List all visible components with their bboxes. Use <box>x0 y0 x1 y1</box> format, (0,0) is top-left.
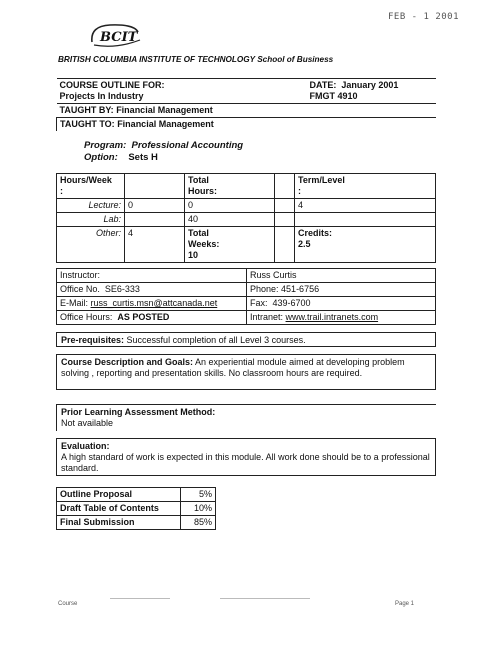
email-link[interactable]: russ_curtis.msn@attcanada.net <box>90 298 218 308</box>
office-hours-value: AS POSTED <box>117 312 170 322</box>
total-weeks-label-2: Weeks: <box>188 239 220 249</box>
hours-week-label: Hours/Week <box>60 175 112 185</box>
table-row <box>57 488 216 502</box>
pla-label: Prior Learning Assessment Method: <box>61 407 216 417</box>
term-value: 4 <box>295 199 436 213</box>
hours-week-colon: : <box>60 186 63 196</box>
eval-item: Draft Table of Contents <box>57 502 181 516</box>
footer-divider <box>110 598 170 599</box>
taught-to-label: TAUGHT TO: <box>60 119 115 129</box>
option-label: Option: <box>84 152 118 163</box>
logo-text: BCIT <box>100 30 138 45</box>
other-label: Other: <box>57 227 125 263</box>
description-value: An experiential module aimed at developing problem solving , reporting and presentation skills. No classroom hours are required. <box>61 357 405 378</box>
office-hours-label: Office Hours: <box>60 312 113 322</box>
eval-item: Final Submission <box>57 516 181 530</box>
prereq-label: Pre-requisites: <box>61 335 125 345</box>
instructor-table <box>56 268 436 325</box>
fax-value: 439-6700 <box>272 298 311 308</box>
instructor-label: Instructor: <box>57 269 247 283</box>
prior-learning-box <box>56 404 436 431</box>
email-label: E-Mail: <box>60 298 89 308</box>
eval-pct: 85% <box>181 516 216 530</box>
prerequisites-box <box>56 332 436 347</box>
credits-value: 2.5 <box>298 239 311 249</box>
phone-value: 451-6756 <box>281 284 320 294</box>
lecture-total: 0 <box>185 199 275 213</box>
evaluation-value: A high standard of work is expected in this module. All work done should be to a professional standard. <box>61 452 430 473</box>
prereq-value: Successful completion of all Level 3 courses. <box>126 335 306 345</box>
course-header-table <box>56 78 436 131</box>
description-label: Course Description and Goals: <box>61 357 194 367</box>
program-block <box>84 140 243 164</box>
footer-page-number: Page 1 <box>395 601 415 607</box>
footer-divider <box>220 598 310 599</box>
table-row <box>57 516 216 530</box>
office-label: Office No. <box>60 284 100 294</box>
lab-label: Lab: <box>57 213 125 227</box>
evaluation-table <box>56 487 216 530</box>
hours-table <box>56 173 436 263</box>
program-label: Program: <box>84 140 127 151</box>
date-label: DATE: <box>309 80 337 90</box>
fax-label: Fax: <box>250 298 268 308</box>
lecture-value: 0 <box>125 199 185 213</box>
footer-left: Course <box>58 601 78 607</box>
institute-name: BRITISH COLUMBIA INSTITUTE OF TECHNOLOGY School of Business <box>58 55 334 64</box>
course-outline-label: COURSE OUTLINE FOR: <box>59 80 165 90</box>
date-received-stamp: FEB - 1 2001 <box>388 12 460 22</box>
eval-pct: 10% <box>181 502 216 516</box>
bcit-logo <box>86 20 144 50</box>
credits-label: Credits: <box>298 228 333 238</box>
lecture-label: Lecture: <box>57 199 125 213</box>
other-value: 4 <box>125 227 185 263</box>
evaluation-label: Evaluation: <box>61 441 110 451</box>
table-row <box>57 502 216 516</box>
office-value: SE6-333 <box>104 284 140 294</box>
term-level-label: Term/Level <box>298 175 345 185</box>
total-weeks-label: Total <box>188 228 209 238</box>
taught-by-label: TAUGHT BY: <box>59 105 114 115</box>
total-hours-label-2: Hours: <box>188 186 217 196</box>
lab-total: 40 <box>185 213 275 227</box>
course-code: FMGT 4910 <box>309 91 358 101</box>
instructor-name: Russ Curtis <box>247 269 436 283</box>
program-value: Professional Accounting <box>131 140 244 151</box>
pla-value: Not available <box>61 418 114 428</box>
eval-pct: 5% <box>181 488 216 502</box>
course-name: Projects In Industry <box>59 91 144 101</box>
evaluation-box <box>56 438 436 476</box>
total-hours-label: Total <box>188 175 209 185</box>
date-value: January 2001 <box>341 80 399 90</box>
taught-to-value: Financial Management <box>117 119 214 129</box>
term-level-colon: : <box>298 186 301 196</box>
total-weeks-value: 10 <box>188 250 199 260</box>
intranet-label: Intranet: <box>250 312 284 322</box>
eval-item: Outline Proposal <box>57 488 181 502</box>
course-description-box <box>56 354 436 390</box>
taught-by-value: Financial Management <box>116 105 213 115</box>
intranet-link[interactable]: www.trail.intranets.com <box>285 312 379 322</box>
phone-label: Phone: <box>250 284 279 294</box>
option-value: Sets H <box>128 152 158 163</box>
